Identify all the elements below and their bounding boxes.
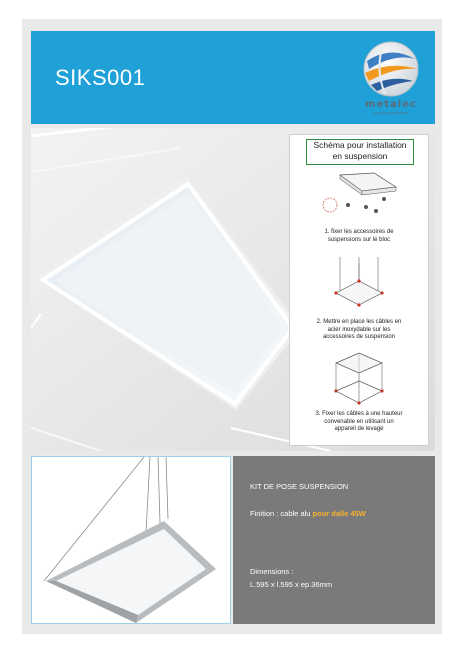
step-2-illustration [328,257,390,309]
dimensions-label: Dimensions : [250,567,294,576]
finish-highlight: pour dalle 45W [312,509,366,518]
step-1-line-2: suspensions sur le bloc [327,236,391,243]
finish-line [250,509,366,518]
step-1-text [294,229,424,244]
diagram-title-line-1: Schéma pour installation [313,140,407,150]
step-3-line-2: convenable en utilisant un [324,418,394,425]
step-2-line-3: accessoires de suspension [322,334,396,340]
step-2-line-1: 2. Mettre en place les câbles en [316,319,402,325]
diagram-title-line-2: en suspension [332,151,388,161]
step-2-line-2: acier inoxydable sur les [327,326,391,333]
logo-tagline: boost your business [373,111,409,115]
dimensions-value: L.595 x l.595 x ep.36mm [250,580,333,589]
installation-diagram [289,134,429,446]
product-photo [31,456,231,624]
product-code-title: SIKS001 [55,65,146,90]
step-1-illustration [322,169,402,221]
header-banner [31,31,435,124]
step-2-text [294,319,424,342]
finish-prefix: Finition : cable alu [250,509,313,518]
kit-title: KIT DE POSE SUSPENSION [250,482,349,491]
diagram-title [306,139,414,165]
brand-logo [355,39,427,117]
step-3-line-3: appareil de levage [334,426,384,432]
step-3-illustration [328,351,390,407]
kit-info-panel [233,456,435,624]
logo-wordmark: metalec [365,99,417,110]
sphere-logo-icon [355,39,427,99]
step-3-text [294,411,424,434]
step-3-line-1: 3. Fixer les câbles à une hauteur [315,411,403,417]
suspended-panel-illustration [32,457,230,623]
step-1-line-1: 1. fixer les accessoires de [324,229,394,235]
